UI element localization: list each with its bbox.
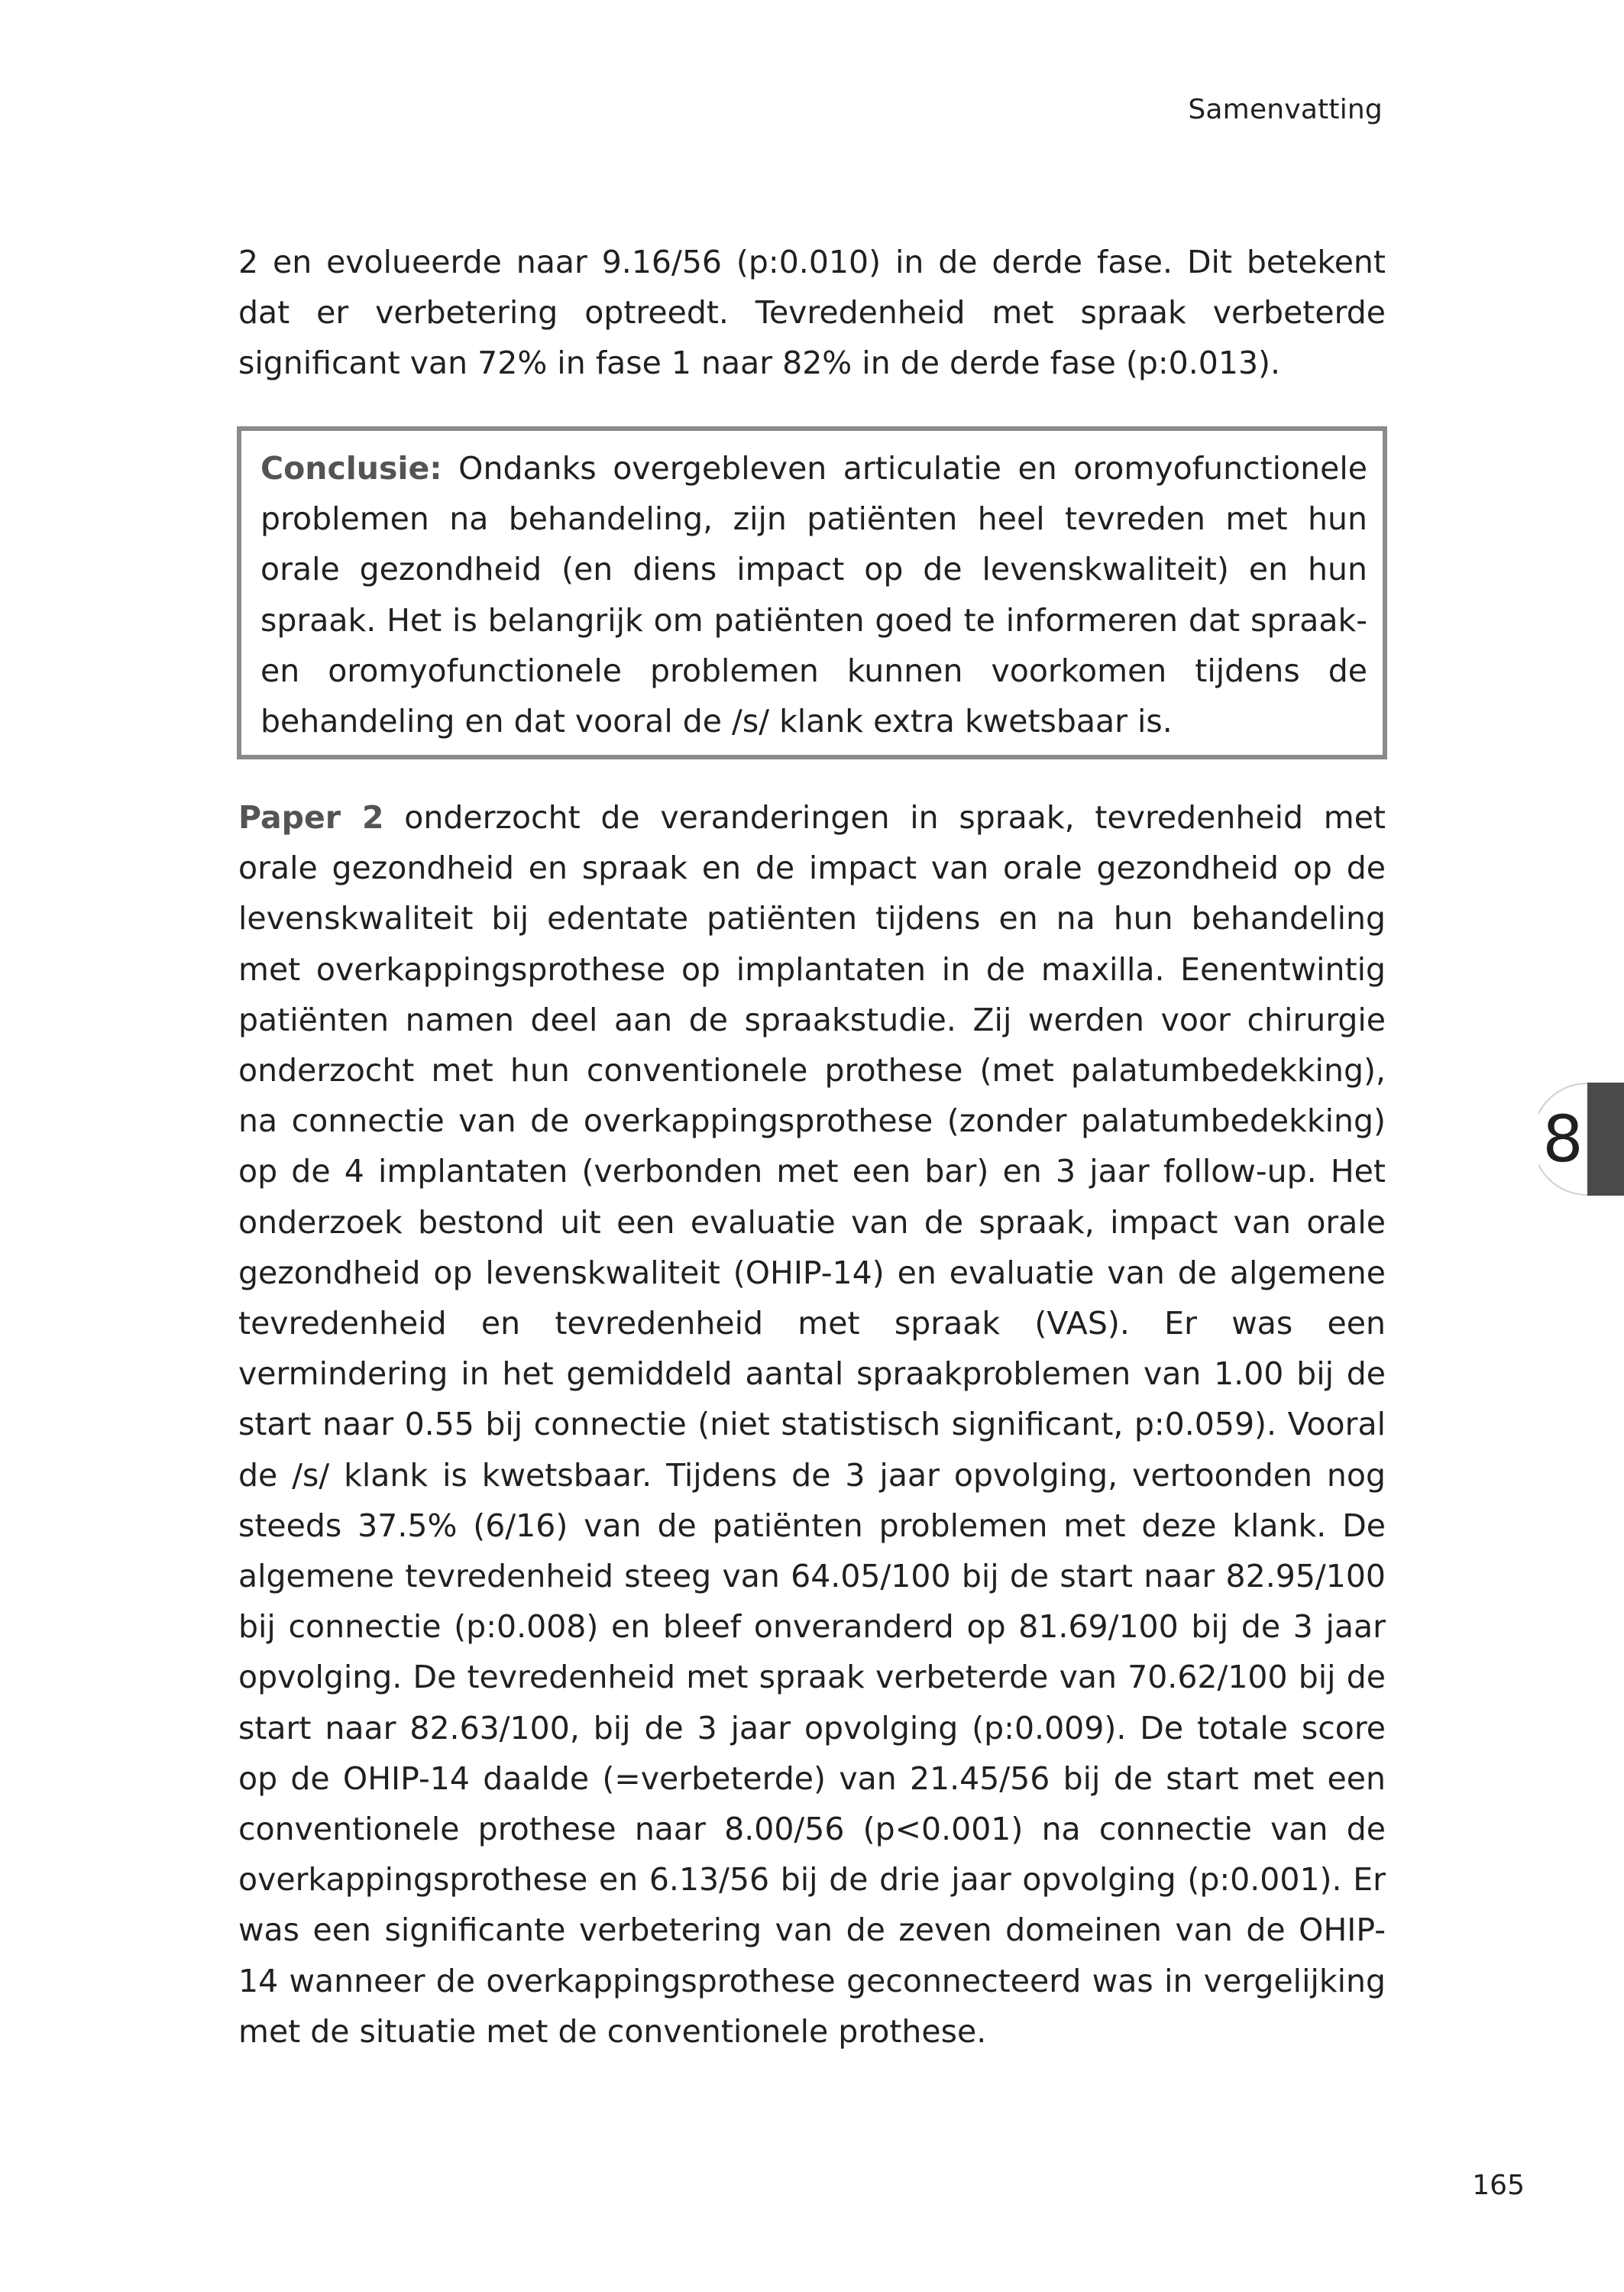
paper-2-label: Paper 2 xyxy=(238,799,384,836)
conclusion-paragraph xyxy=(260,443,1367,746)
paragraph-continuation: 2 en evolueerde naar 9.16/56 (p:0.010) in de derde fase. Dit betekent dat er verbetering optreedt. Tevredenheid met spraak verbeterde significant van 72% in fase 1 naar 82% in de derde fase (p:0.013). xyxy=(238,244,1386,382)
conclusion-text: Ondanks overgebleven articulatie en oromyofunctionele problemen na behandeling, zijn patiënten heel tevreden met hun orale gezondheid (en diens impact op de levenskwaliteit) en hun spraak. Het is belangrijk om patiënten goed te informeren dat spraak- en oromyofunctionele problemen kunnen voorkomen tijdens de behandeling en dat vooral de /s/ klank extra kwetsbaar is. xyxy=(260,450,1367,740)
paper-2-text: onderzocht de veranderingen in spraak, tevredenheid met orale gezondheid en spraak en de impact van orale gezondheid op de levenskwaliteit bij edentate patiënten tijdens en na hun behandeling met overkappingsprothese op implantaten in de maxilla. Eenentwintig patiënten namen deel aan de spraakstudie. Zij werden voor chirurgie onderzocht met hun conventionele prothese (met palatumbedekking), na connectie van de overkappingsprothese (zonder palatumbedekking) op de 4 implantaten (verbonden met een bar) en 3 jaar follow-up. Het onderzoek bestond uit een evaluatie van de spraak, impact van orale gezondheid op levenskwaliteit (OHIP-14) en evaluatie van de algemene tevredenheid en tevredenheid met spraak (VAS). Er was een vermindering in het gemiddeld aantal spraakproblemen van 1.00 bij de start naar 0.55 bij connectie (niet statistisch significant, p:0.059). Vooral de /s/ klank is kwetsbaar. Tijdens de 3 jaar opvolging, vertoonden nog steeds 37.5% (6/16) van de patiënten problemen met deze klank. De algemene tevredenheid steeg van 64.05/100 bij de start naar 82.95/100 bij connectie (p:0.008) en bleef onveranderd op 81.69/100 bij de 3 jaar opvolging. De tevredenheid met spraak verbeterde van 70.62/100 bij de start naar 82.63/100, bij de 3 jaar opvolging (p:0.009). De totale score op de OHIP-14 daalde (=verbeterde) van 21.45/56 bij de start met een conventionele prothese naar 8.00/56 (p<0.001) na connectie van de overkappingsprothese en 6.13/56 bij de drie jaar opvolging (p:0.001). Er was een significante verbetering van de zeven domeinen van de OHIP-14 wanneer de overkappingsprothese geconnecteerd was in vergelijking met de situatie met de conventionele prothese. xyxy=(238,799,1386,2050)
paper-2-paragraph xyxy=(238,792,1386,2057)
page-number: 165 xyxy=(1472,2170,1525,2201)
running-header: Samenvatting xyxy=(1188,94,1383,125)
conclusion-box xyxy=(237,426,1387,759)
conclusion-label: Conclusie: xyxy=(260,450,442,487)
chapter-tab-bar xyxy=(1587,1083,1624,1196)
chapter-tab xyxy=(1538,1083,1624,1196)
chapter-number: 8 xyxy=(1542,1102,1584,1177)
